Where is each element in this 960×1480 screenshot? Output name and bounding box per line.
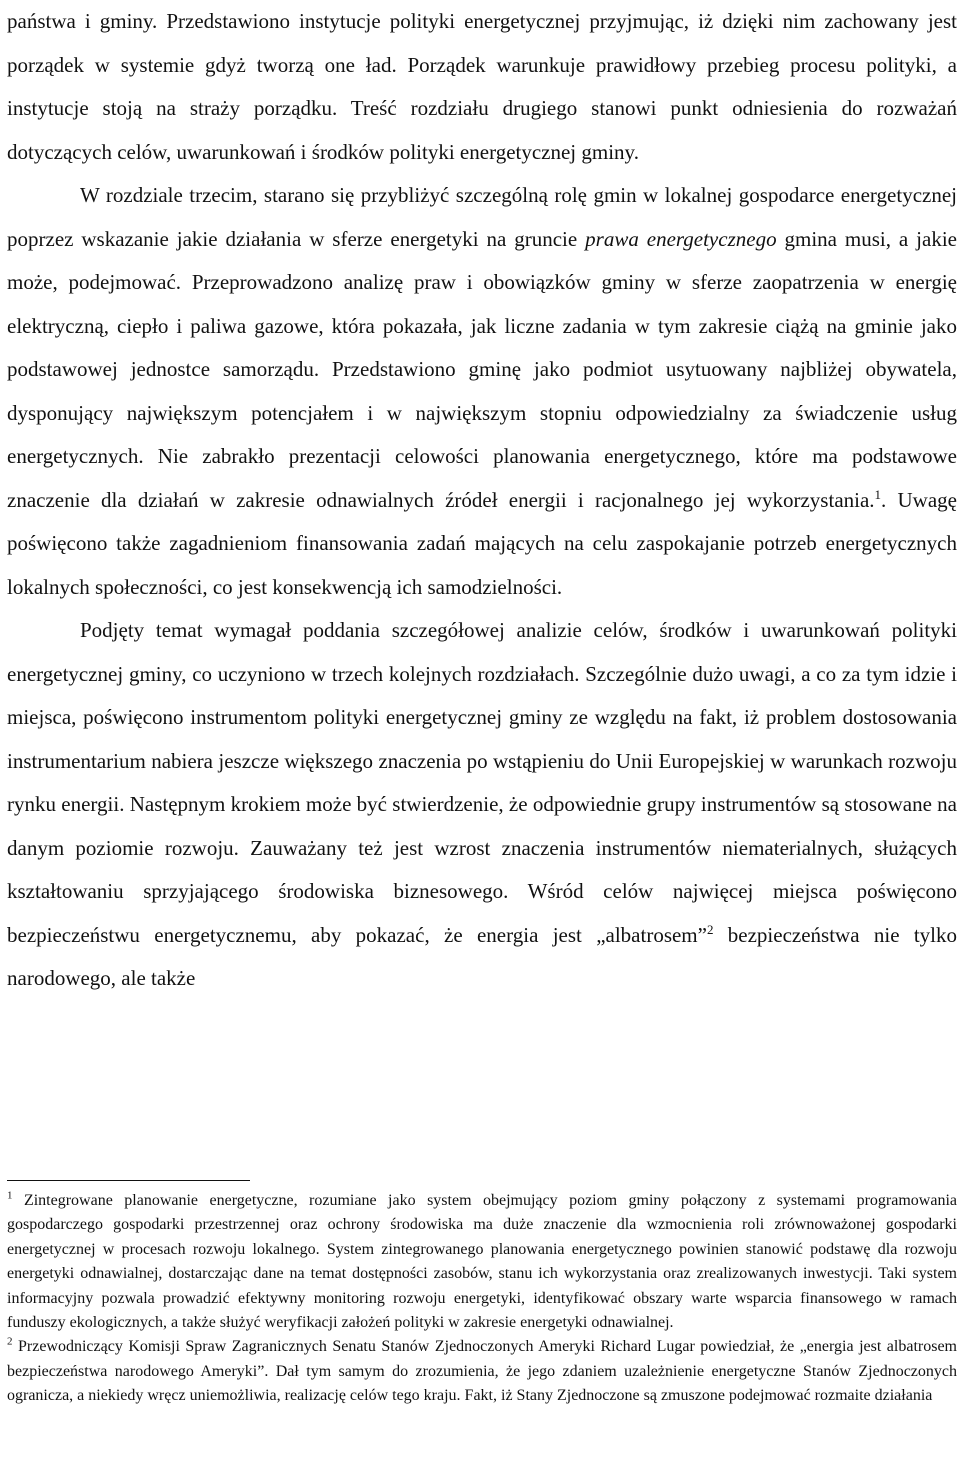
paragraph-2 — [7, 174, 957, 609]
paragraph-2-text-b: gmina musi, a jakie może, podejmować. Przeprowadzono analizę praw i obowiązków gminy w sferze zaopatrzenia w energię elektryczną, ciepło i paliwa gazowe, która pokazała, jak liczne zadania w tym zakresie ciążą na gminie jako podstawowej jednostce samorządu. Przedstawiono gminę jako podmiot usytuowany najbliżej obywatela, dysponujący największym potencjałem i w największym stopniu odpowiedzialny za świadczenie usług energetycznych. Nie zabrakło prezentacji celowości planowania energetycznego, które ma podstawowe znaczenie dla działań w zakresie odnawialnych źródeł energii i racjonalnego jej wykorzystania. — [7, 226, 957, 512]
footnote-2-number: 2 — [7, 1336, 13, 1349]
footnote-2-text: Przewodniczący Komisji Spraw Zagranicznych Senatu Stanów Zjednoczonych Ameryki Richard Lugar powiedział, że „energia jest albatrosem bezpieczeństwa narodowego Ameryki”. Dał tym samym do zrozumienia, że jego zdaniem uzależnienie energetyczne Stanów Zjednoczonych ogranicza, a niekiedy wręcz uniemożliwia, realizację celów tego kraju. Fakt, iż Stany Zjednoczone są zmuszone podejmować rozmaite działania — [7, 1338, 957, 1405]
footnote-ref-1[interactable]: 1 — [874, 486, 882, 502]
footnote-separator — [7, 1180, 250, 1181]
paragraph-3-text-a: Podjęty temat wymagał poddania szczegółowej analizie celów, środków i uwarunkowań polityki energetycznej gminy, co uczyniono w trzech kolejnych rozdziałach. Szczególnie dużo uwagi, a co za tym idzie i miejsca, poświęcono instrumentom polityki energetycznej gminy ze względu na fakt, iż problem dostosowania instrumentarium nabiera jeszcze większego znaczenia po wstąpieniu do Unii Europejskiej w warunkach rozwoju rynku energii. Następnym krokiem może być stwierdzenie, że odpowiednie grupy instrumentów są stosowane na danym poziomie rozwoju. Zauważany też jest wzrost znaczenia instrumentów niematerialnych, służących kształtowaniu sprzyjającego środowiska biznesowego. Wśród celów najwięcej miejsca poświęcono bezpieczeństwu energetycznemu, aby pokazać, że energia jest „albatrosem” — [7, 618, 957, 947]
footnote-2 — [7, 1335, 957, 1408]
paragraph-2-text-a: W rozdziale trzecim, starano się przybliżyć szczególną rolę gmin w lokalnej gospodarce energetycznej poprzez wskazanie jakie działania w sferze energetyki na gruncie — [7, 183, 957, 251]
paragraph-2-text-c: . Uwagę poświęcono także zagadnieniom finansowania zadań mających na celu zaspokajanie potrzeb energetycznych lokalnych społeczności, co jest konsekwencją ich samodzielności. — [7, 487, 957, 599]
paragraph-2-italic: prawa energetycznego — [585, 226, 777, 251]
footnote-1-text: Zintegrowane planowanie energetyczne, rozumiane jako system obejmujący poziom gminy połączony z systemami programowania gospodarczego gospodarki przestrzennej oraz ochrony środowiska ma duże znaczenie dla wzmocnienia roli zrównoważonej gospodarki energetycznej w procesach rozwoju lokalnego. System zintegrowanego planowania energetycznego powinien stanowić podstawę dla rozwoju energetyki odnawialnej, dostarczając dane na temat dostępności zasobów, stanu ich wykorzystania oraz zrealizowanych inwestycji. Taki system informacyjny pozwala prowadzić efektywny monitoring rozwoju energetyki, identyfikować obszary warte wsparcia finansowego w ramach funduszy ekologicznych, a także służyć weryfikacji założeń polityki w zakresie energetyki odnawialnej. — [7, 1192, 957, 1332]
footnote-1-number: 1 — [7, 1189, 13, 1202]
paragraph-1 — [7, 0, 957, 174]
body-text — [7, 0, 957, 1001]
footnote-ref-2[interactable]: 2 — [706, 921, 714, 937]
paragraph-3 — [7, 609, 957, 1001]
footnote-1 — [7, 1189, 957, 1335]
paragraph-1-text: państwa i gminy. Przedstawiono instytucje polityki energetycznej przyjmując, iż dzięki nim zachowany jest porządek w systemie gdyż tworzą one ład. Porządek warunkuje prawidłowy przebieg procesu polityki, a instytucje stoją na straży porządku. Treść rozdziału drugiego stanowi punkt odniesienia do rozważań dotyczących celów, uwarunkowań i środków polityki energetycznej gminy. — [7, 9, 957, 164]
paragraph-3-text-b: bezpieczeństwa nie tylko narodowego, ale także — [7, 922, 958, 990]
footnotes — [7, 1189, 957, 1409]
